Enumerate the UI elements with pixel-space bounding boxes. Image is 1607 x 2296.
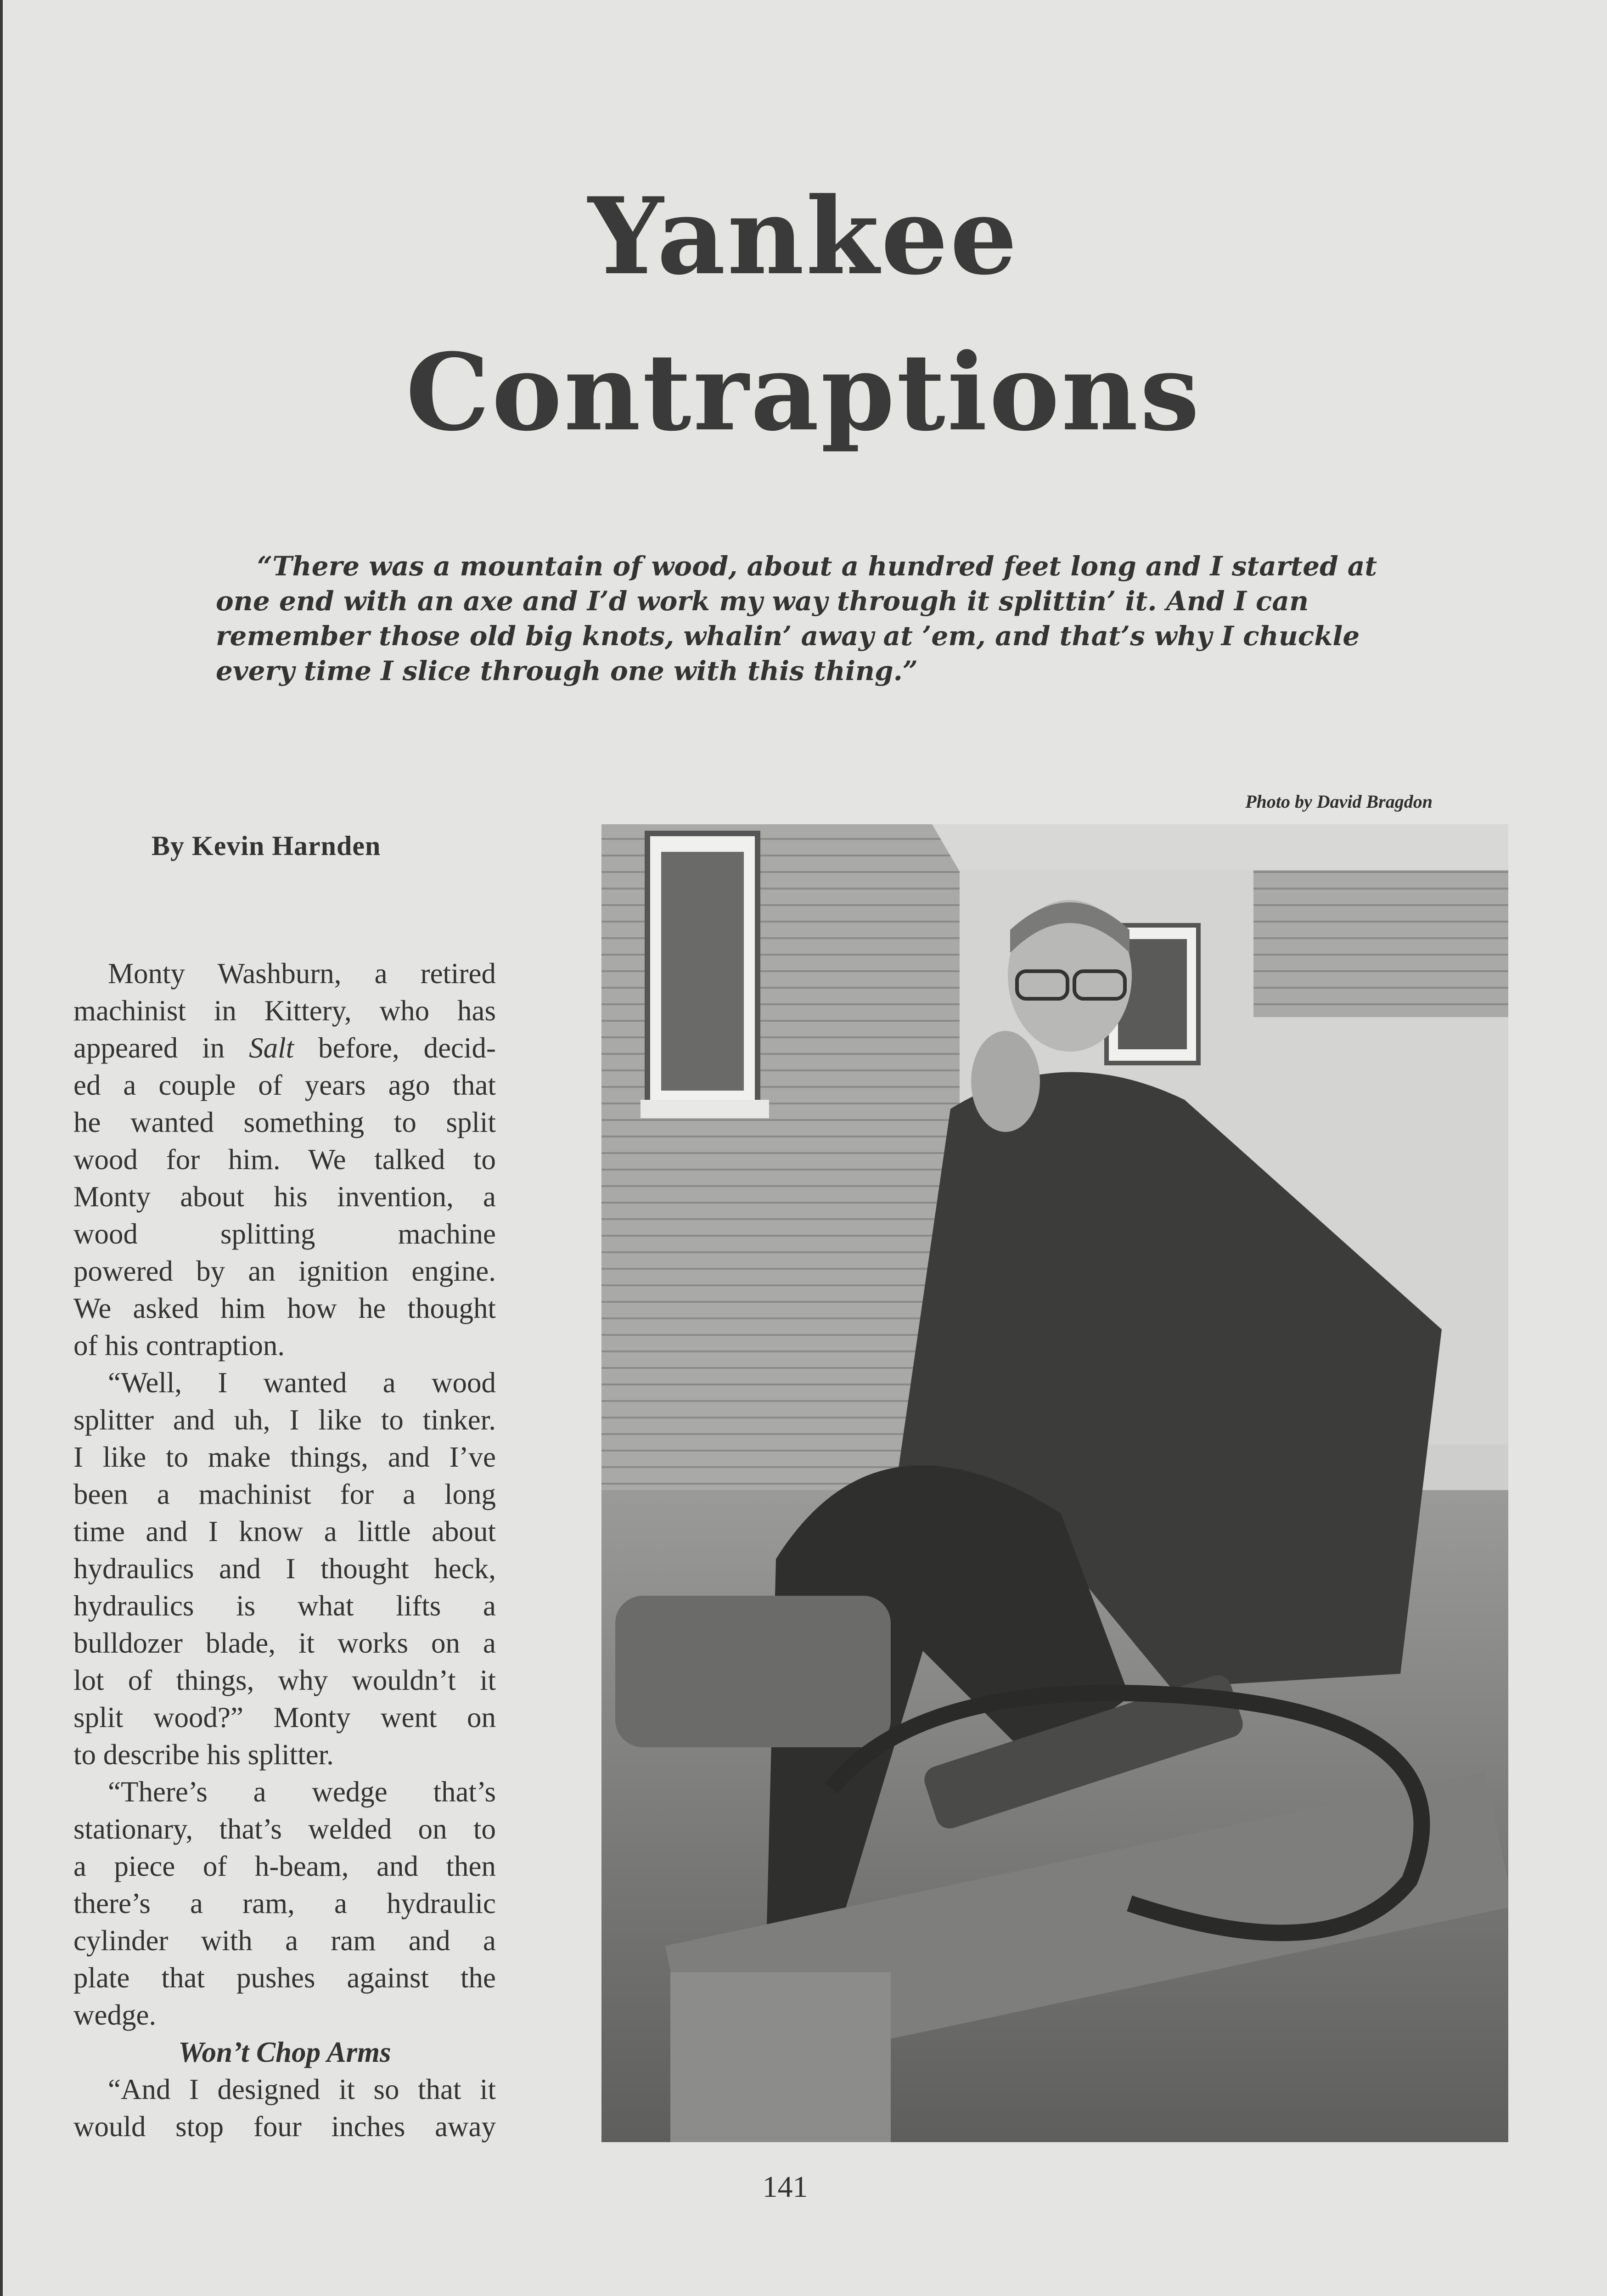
pull-quote-line: every time I slice through one with this thing.” xyxy=(216,655,918,687)
body-line: been a machinist for a long xyxy=(73,1478,496,1510)
body-line: a piece of h-beam, and then xyxy=(73,1850,496,1882)
photo-illustration xyxy=(601,824,1508,2142)
wedge-plate xyxy=(670,1972,891,2142)
body-line: stationary, that’s welded on to xyxy=(73,1813,496,1845)
page-number: 141 xyxy=(762,2170,808,2204)
body-line: split wood?” Monty went on xyxy=(73,1701,496,1733)
body-line: machinist in Kittery, who has xyxy=(73,995,496,1027)
house-right-siding xyxy=(1253,870,1508,1017)
body-line: “Well, I wanted a wood xyxy=(108,1367,496,1399)
body-line: ed a couple of years ago that xyxy=(73,1069,496,1101)
body-line: there’s a ram, a hydraulic xyxy=(73,1887,496,1919)
body-text xyxy=(73,955,496,2145)
byline: By Kevin Harnden xyxy=(152,831,381,861)
body-line: lot of things, why wouldn’t it xyxy=(73,1664,496,1696)
body-line: appeared in Salt before, decid- xyxy=(73,1032,496,1064)
body-line: powered by an ignition engine. xyxy=(73,1255,496,1287)
body-line: would stop four inches away xyxy=(73,2110,496,2143)
pull-quote-line: “There was a mountain of wood, about a hundred feet long and I started at xyxy=(257,551,1377,582)
photo-credit: Photo by David Bragdon xyxy=(1245,791,1433,812)
body-line: “There’s a wedge that’s xyxy=(108,1776,496,1808)
body-line: Monty about his invention, a xyxy=(73,1181,496,1213)
body-line: wood for him. We talked to xyxy=(73,1143,496,1176)
body-line: hydraulics and I thought heck, xyxy=(73,1553,496,1585)
window-glass xyxy=(661,852,744,1091)
body-line: hydraulics is what lifts a xyxy=(73,1590,496,1622)
magazine-name: Salt xyxy=(249,1032,294,1064)
engine-tank xyxy=(615,1596,891,1747)
body-line: cylinder with a ram and a xyxy=(73,1925,496,1957)
body-line: splitter and uh, I like to tinker. xyxy=(73,1404,496,1436)
body-line: time and I know a little about xyxy=(73,1515,496,1548)
window-sill xyxy=(641,1100,769,1118)
pull-quote xyxy=(216,549,1391,688)
article-photo xyxy=(601,824,1508,2142)
pull-quote-line: remember those old big knots, whalin’ away at ’em, and that’s why I chuckle xyxy=(216,620,1360,652)
body-line: to describe his splitter. xyxy=(73,1739,334,1771)
body-line: “And I designed it so that it xyxy=(108,2073,496,2105)
title-line-1: Yankee xyxy=(588,174,1019,298)
man-hand xyxy=(971,1031,1040,1132)
body-line: plate that pushes against the xyxy=(73,1962,496,1994)
pull-quote-line: one end with an axe and I’d work my way through it splittin’ it. And I can xyxy=(216,585,1309,617)
body-line: he wanted something to split xyxy=(73,1106,496,1138)
body-line: I like to make things, and I’ve xyxy=(73,1441,496,1473)
body-line: We asked him how he thought xyxy=(73,1292,496,1324)
title-line-2: Contraptions xyxy=(405,331,1202,455)
body-line: Monty Washburn, a retired xyxy=(108,957,496,990)
subhead: Won’t Chop Arms xyxy=(178,2036,391,2068)
body-line: wood splitting machine xyxy=(73,1218,496,1250)
body-line: wedge. xyxy=(73,1999,157,2031)
body-line: bulldozer blade, it works on a xyxy=(73,1627,496,1659)
body-line: of his contraption. xyxy=(73,1329,285,1362)
